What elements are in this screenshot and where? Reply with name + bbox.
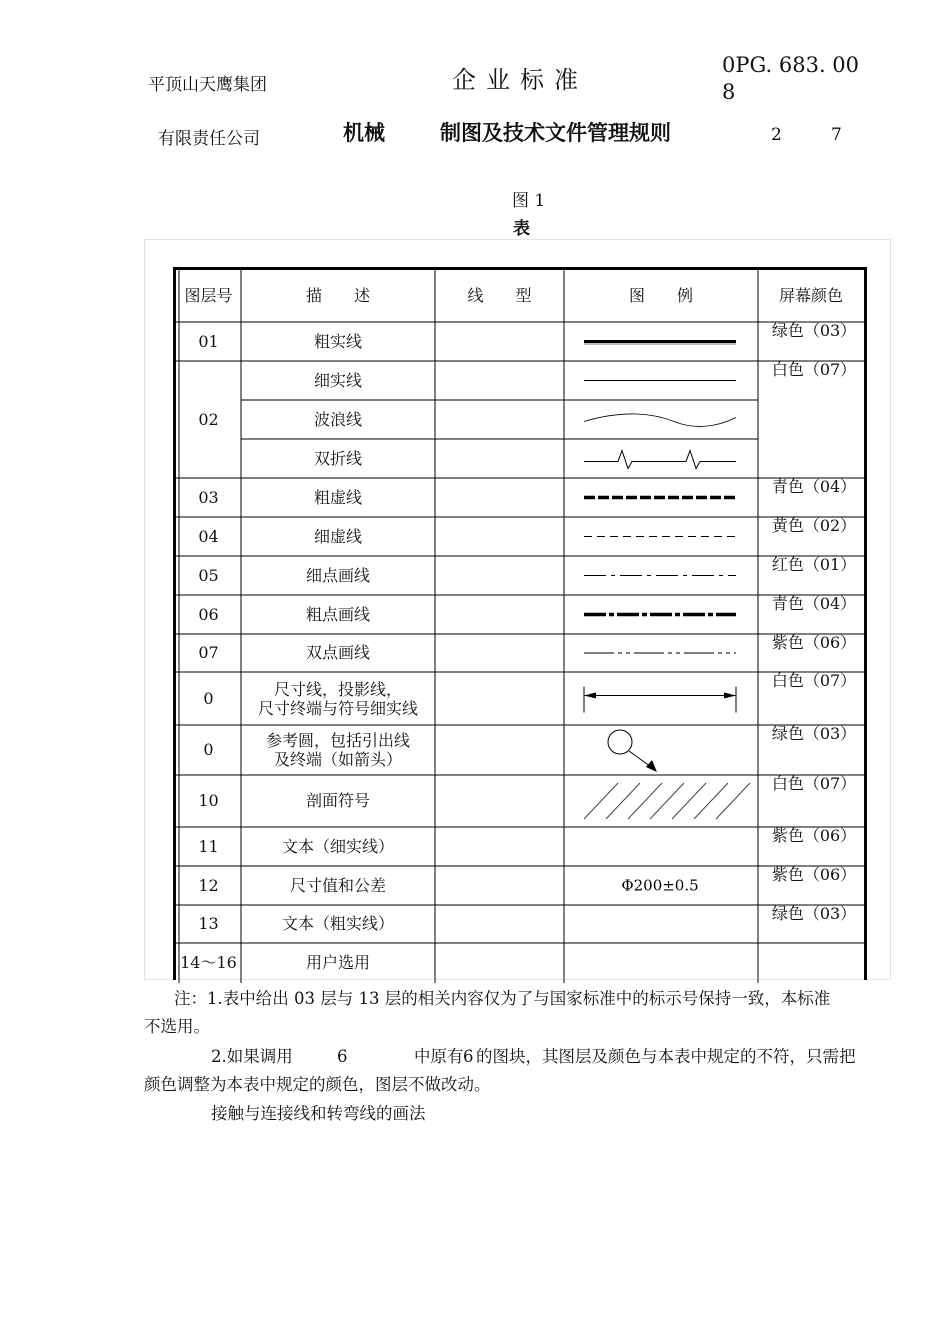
layer-description: 细实线 xyxy=(313,370,362,390)
subtitle-part-b: 制图及技术文件管理规则 xyxy=(440,121,671,145)
standard-code: 0PG. 683. 008 xyxy=(722,53,860,104)
layer-table xyxy=(173,267,867,980)
linetype-cell xyxy=(435,725,564,775)
tolerance-sample-text: Φ200±0.5 xyxy=(621,876,699,895)
hatch-line xyxy=(650,783,684,819)
layer-description: 波浪线 xyxy=(313,409,362,429)
screen-color: 绿色（03） xyxy=(771,904,857,923)
layer-description: 剖面符号 xyxy=(305,791,370,810)
layer-number: 10 xyxy=(198,791,219,810)
note-2-part-d: 6 xyxy=(463,1047,474,1066)
note-2-line2: 颜色调整为本表中规定的颜色，图层不做改动。 xyxy=(144,1075,491,1094)
company-name-line1: 平顶山天鹰集团 xyxy=(148,75,267,95)
layer-description: 双折线 xyxy=(313,448,362,468)
layer-description: 文本（细实线） xyxy=(281,836,394,856)
layer-description: 细点画线 xyxy=(305,565,370,585)
note-2-part-b: 6 xyxy=(337,1047,348,1066)
layer-description: 粗点画线 xyxy=(305,604,370,624)
page-number: 2 xyxy=(771,125,782,145)
layer-description: 用户选用 xyxy=(305,953,370,972)
linetype-cell xyxy=(435,905,564,943)
screen-color: 绿色（03） xyxy=(771,724,857,743)
linetype-cell xyxy=(435,595,564,634)
page-total: 7 xyxy=(831,125,842,145)
linetype-cell xyxy=(435,866,564,905)
layer-description: 尺寸线，投影线， 尺寸终端与符号细实线 xyxy=(257,679,418,718)
layer-number: 05 xyxy=(198,565,219,585)
header-screen-color: 屏幕颜色 xyxy=(778,286,843,305)
hatch-line xyxy=(584,783,618,819)
screen-color: 青色（04） xyxy=(771,594,857,613)
note-2-part-a: 2.如果调用 xyxy=(211,1047,293,1066)
layer-description: 文本（粗实线） xyxy=(281,914,394,933)
linetype-cell xyxy=(435,556,564,595)
linetype-cell xyxy=(435,517,564,556)
layer-number: 06 xyxy=(198,604,219,624)
section-heading: 接触与连接线和转弯线的画法 xyxy=(211,1104,426,1123)
linetype-cell xyxy=(435,775,564,827)
layer-description: 粗虚线 xyxy=(313,487,362,507)
screen-color: 紫色（06） xyxy=(771,865,857,884)
linetype-cell xyxy=(435,361,564,400)
layer-number: 11 xyxy=(198,836,219,856)
screen-color: 黄色（02） xyxy=(771,516,857,535)
dimension-arrow-left xyxy=(584,693,596,699)
note-2-part-e: 的图块，其图层及颜色与本表中规定的不符，只需把 xyxy=(476,1047,856,1066)
linetype-cell xyxy=(435,322,564,361)
leader-arrow-sample xyxy=(646,760,657,772)
linetype-cell xyxy=(435,439,564,478)
linetype-cell xyxy=(435,943,564,983)
screen-color: 白色（07） xyxy=(771,774,857,793)
layer-number: 14～16 xyxy=(180,953,237,972)
layer-number: 0 xyxy=(203,688,214,708)
hatch-line xyxy=(694,783,728,819)
layer-number: 02 xyxy=(198,409,219,429)
break-line-sample xyxy=(584,451,736,469)
linetype-cell xyxy=(435,827,564,866)
note-1-line1: 注：1.表中给出 03 层与 13 层的相关内容仅为了与国家标准中的标示号保持一致，本标准 xyxy=(174,989,831,1008)
linetype-cell xyxy=(435,478,564,517)
layer-number: 03 xyxy=(198,487,219,507)
layer-description: 细虚线 xyxy=(313,526,362,546)
screen-color: 青色（04） xyxy=(771,477,857,496)
layer-number: 0 xyxy=(203,740,214,759)
screen-color: 绿色（03） xyxy=(771,321,857,340)
layer-number: 07 xyxy=(198,643,219,662)
figure-label: 图 1 xyxy=(512,191,546,211)
dimension-arrow-right xyxy=(724,693,736,699)
hatch-line xyxy=(628,783,662,819)
screen-color: 白色（07） xyxy=(771,360,857,379)
screen-color: 紫色（06） xyxy=(771,826,857,845)
table-label: 表 xyxy=(513,219,530,239)
layer-description: 尺寸值和公差 xyxy=(289,875,386,895)
screen-color: 紫色（06） xyxy=(771,633,857,652)
linetype-cell xyxy=(435,672,564,725)
hatch-line xyxy=(716,783,750,819)
note-2-part-c: 中原有 xyxy=(414,1047,464,1066)
note-1-line2: 不选用。 xyxy=(144,1017,210,1036)
layer-description: 参考圆，包括引出线 及终端（如箭头） xyxy=(265,731,410,769)
wave-line-sample xyxy=(584,414,736,427)
layer-number: 01 xyxy=(198,331,219,351)
header-linetype: 线 型 xyxy=(467,286,532,305)
header-sample: 图 例 xyxy=(628,286,693,305)
screen-color: 白色（07） xyxy=(771,671,857,690)
standard-title: 企业标准 xyxy=(452,66,588,94)
linetype-cell xyxy=(435,634,564,672)
screen-color xyxy=(758,943,864,983)
layer-number: 13 xyxy=(198,914,219,933)
screen-color: 红色（01） xyxy=(771,555,857,574)
linetype-cell xyxy=(435,400,564,439)
layer-number: 12 xyxy=(198,875,219,895)
layer-description: 粗实线 xyxy=(313,331,362,351)
hatch-line xyxy=(672,783,706,819)
header-layer: 图层号 xyxy=(184,286,233,305)
layer-description: 双点画线 xyxy=(305,643,370,662)
reference-circle-sample xyxy=(608,730,632,754)
subtitle-part-a: 机械 xyxy=(343,121,385,145)
hatch-line xyxy=(606,783,640,819)
layer-number: 04 xyxy=(198,526,219,546)
company-name-line2: 有限责任公司 xyxy=(158,129,260,149)
header-description: 描 述 xyxy=(305,286,370,305)
